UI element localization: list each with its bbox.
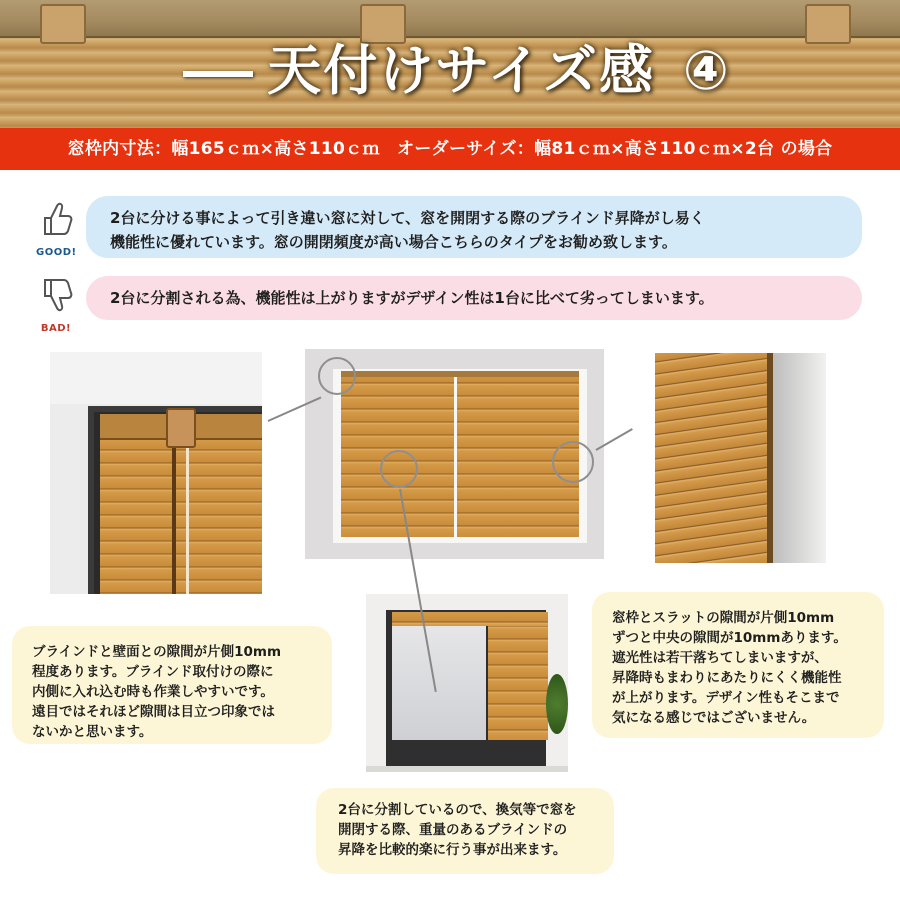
photo-left-gap-closeup xyxy=(50,352,262,594)
note-right-line: ずつと中央の隙間が10mmあります。 xyxy=(612,630,847,646)
bad-indicator xyxy=(36,276,76,336)
photo-right-side-closeup xyxy=(655,353,826,563)
good-indicator xyxy=(36,200,76,260)
bad-bubble xyxy=(86,276,862,320)
title-text: 天付けサイズ感 xyxy=(267,39,655,102)
good-text-line2: 機能性に優れています。窓の開閉頻度が高い場合こちらのタイプをお勧め致します。 xyxy=(110,233,677,251)
bad-label: BAD! xyxy=(40,323,72,334)
note-left-line: 内側に入れ込む時も作業しやすいです。 xyxy=(32,684,274,700)
note-right xyxy=(592,592,884,738)
thumbs-down-icon xyxy=(36,276,76,323)
page-title xyxy=(0,28,900,105)
note-right-line: 窓枠とスラットの隙間が片側10mm xyxy=(612,610,835,626)
photo-room-window xyxy=(366,594,568,772)
note-left-line: 遠目ではそれほど隙間は目立つ印象では xyxy=(32,704,275,720)
note-right-line: が上がります。デザイン性もそこまで xyxy=(612,690,840,706)
title-number: ④ xyxy=(682,39,731,102)
note-left xyxy=(12,626,332,744)
thumbs-up-icon xyxy=(36,200,76,247)
note-bottom-line: 昇降を比較的楽に行う事が出来ます。 xyxy=(338,842,567,858)
note-bottom xyxy=(316,788,614,874)
note-bottom-line: 2台に分割しているので、換気等で窓を xyxy=(338,802,577,818)
header-banner xyxy=(0,0,900,128)
note-right-line: 遮光性は若干落ちてしまいますが、 xyxy=(612,650,828,666)
callout-circle-center xyxy=(380,450,418,488)
note-left-line: 程度あります。ブラインド取付けの際に xyxy=(32,664,274,680)
callout-circle-right xyxy=(552,441,594,483)
callout-circle-topleft xyxy=(318,357,356,395)
title-dash xyxy=(183,71,253,77)
bad-text: 2台に分割される為、機能性は上がりますがデザイン性は1台に比べて劣ってしまいます。 xyxy=(110,289,714,307)
note-bottom-line: 開閉する際、重量のあるブラインドの xyxy=(338,822,568,838)
good-text-line1: 2台に分ける事によって引き違い窓に対して、窓を開閉する際のブラインド昇降がし易く xyxy=(110,209,705,227)
size-info-bar: 窓枠内寸法：幅165ｃｍ×高さ110ｃｍ オーダーサイズ：幅81ｃｍ×高さ110ｃｍ×2台 の場合 xyxy=(0,128,900,170)
note-left-line: ブラインドと壁面との隙間が片側10mm xyxy=(32,644,282,660)
good-label: GOOD! xyxy=(36,247,77,258)
note-right-line: 昇降時もまわりにあたりにくく機能性 xyxy=(612,670,842,686)
note-left-line: ないかと思います。 xyxy=(32,724,153,740)
note-right-line: 気になる感じではございません。 xyxy=(612,710,816,726)
good-bubble xyxy=(86,196,862,258)
